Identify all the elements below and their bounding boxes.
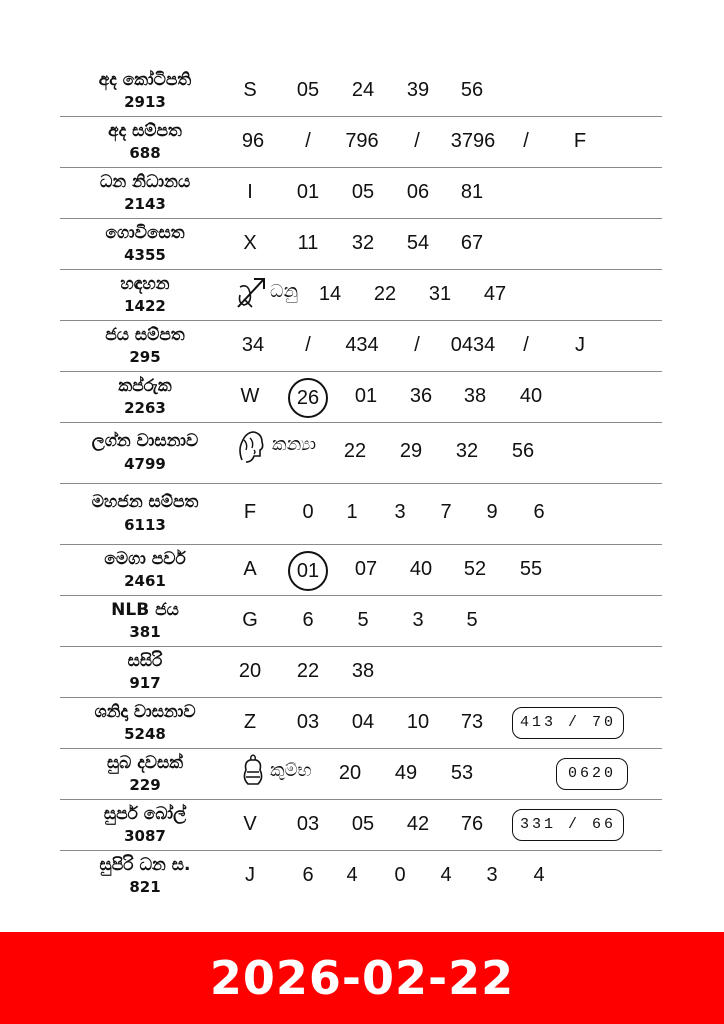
lottery-name: කප්රුක	[118, 376, 172, 396]
draw-number: 1422	[124, 297, 166, 315]
result-value: 04	[351, 711, 375, 733]
draw-number: 4799	[124, 455, 166, 473]
result-row	[60, 372, 662, 423]
result-value: 01	[296, 181, 320, 203]
result-value: 05	[296, 79, 320, 101]
result-row	[60, 66, 662, 117]
result-value: 36	[409, 385, 433, 407]
result-value: 39	[406, 79, 430, 101]
lottery-name: NLB ජය	[111, 600, 179, 620]
result-value: 03	[296, 813, 320, 835]
lottery-name: සුපර් බෝල්	[103, 804, 187, 824]
result-value: 7	[440, 501, 452, 523]
result-value: 47	[483, 283, 507, 305]
result-value: 40	[409, 558, 433, 580]
draw-number: 3087	[124, 827, 166, 845]
result-row	[60, 219, 662, 270]
result-value: 03	[296, 711, 320, 733]
result-value: 0434	[450, 334, 496, 356]
result-value: A	[243, 558, 257, 580]
lottery-name: හඳහන	[120, 274, 170, 294]
sagittarius-icon	[234, 273, 270, 317]
lottery-name: මෙගා පවර්	[104, 549, 186, 569]
zodiac-sign: කුම්භ	[270, 760, 312, 781]
result-value: F	[243, 501, 257, 523]
draw-number: 381	[129, 623, 161, 641]
result-value: 3	[412, 609, 424, 631]
zodiac-sign: ධනු	[270, 281, 298, 302]
result-value: 34	[241, 334, 265, 356]
result-value: 5	[466, 609, 478, 631]
result-value: 5	[357, 609, 369, 631]
result-value: 10	[406, 711, 430, 733]
draw-number: 295	[129, 348, 161, 366]
result-value: 4	[440, 864, 452, 886]
result-row	[60, 423, 662, 484]
result-value: 20	[238, 660, 262, 682]
results-table	[60, 66, 662, 902]
result-value: 67	[460, 232, 484, 254]
draw-number: 2263	[124, 399, 166, 417]
result-value: 07	[354, 558, 378, 580]
result-value: 55	[519, 558, 543, 580]
separator: /	[305, 130, 311, 152]
draw-number: 821	[129, 878, 161, 896]
lottery-name: මහජන සම්පත	[91, 492, 199, 512]
result-value: 06	[406, 181, 430, 203]
result-value: 3	[486, 864, 498, 886]
result-value: 32	[455, 440, 479, 462]
lottery-name: ගොවිසෙත	[105, 223, 185, 243]
result-row	[60, 647, 662, 698]
separator: /	[414, 334, 420, 356]
separator: /	[414, 130, 420, 152]
result-value: X	[243, 232, 257, 254]
result-value: G	[242, 609, 258, 631]
result-value: 9	[486, 501, 498, 523]
result-row	[60, 749, 662, 800]
lottery-name: ධන නිධානය	[99, 172, 191, 192]
separator: /	[305, 334, 311, 356]
result-value: 32	[351, 232, 375, 254]
result-value: 1	[346, 501, 358, 523]
lottery-name: සසිරි	[127, 651, 163, 671]
result-value: 52	[463, 558, 487, 580]
draw-number: 2461	[124, 572, 166, 590]
result-value: 434	[345, 334, 379, 356]
result-value: 3796	[450, 130, 496, 152]
result-value: 6	[302, 864, 314, 886]
lottery-name: ලග්න වාසනාව	[91, 431, 199, 451]
bonus-box: 331 / 66	[512, 809, 624, 841]
circled-number: 26	[288, 378, 328, 418]
result-value: J	[575, 334, 585, 356]
lottery-name: ශනිදා වාසනාව	[94, 702, 196, 722]
draw-number: 5248	[124, 725, 166, 743]
result-value: 38	[351, 660, 375, 682]
draw-number: 229	[129, 776, 161, 794]
draw-number: 2143	[124, 195, 166, 213]
draw-date: 2026-02-22	[209, 951, 515, 1005]
result-value: 05	[351, 813, 375, 835]
lottery-name: අද සම්පත	[108, 121, 182, 141]
result-row	[60, 484, 662, 545]
separator: /	[523, 130, 529, 152]
lottery-name: අද කෝටිපති	[98, 70, 192, 90]
bonus-box: 413 / 70	[512, 707, 624, 739]
result-row	[60, 168, 662, 219]
result-value: 42	[406, 813, 430, 835]
result-value: 4	[533, 864, 545, 886]
result-value: 11	[297, 232, 319, 254]
result-value: 38	[463, 385, 487, 407]
draw-number: 6113	[124, 516, 166, 534]
result-row	[60, 698, 662, 749]
bonus-box: 0620	[556, 758, 628, 790]
draw-number: 688	[129, 144, 161, 162]
draw-number: 4355	[124, 246, 166, 264]
result-value: Z	[243, 711, 257, 733]
result-value: 40	[519, 385, 543, 407]
result-value: I	[247, 181, 253, 203]
result-value: 24	[351, 79, 375, 101]
aquarius-icon	[238, 752, 268, 796]
result-value: 56	[511, 440, 535, 462]
result-value: 3	[394, 501, 406, 523]
result-value: 73	[460, 711, 484, 733]
result-value: 81	[460, 181, 484, 203]
result-value: J	[245, 864, 255, 886]
result-value: 22	[343, 440, 367, 462]
result-value: 0	[302, 501, 314, 523]
result-value: 05	[351, 181, 375, 203]
result-value: S	[243, 79, 257, 101]
draw-number: 917	[129, 674, 161, 692]
result-value: 01	[354, 385, 378, 407]
result-value: 56	[460, 79, 484, 101]
separator: /	[523, 334, 529, 356]
date-banner	[0, 932, 724, 1024]
result-value: 22	[373, 283, 397, 305]
result-value: 20	[338, 762, 362, 784]
result-value: W	[240, 385, 260, 407]
result-value: 29	[399, 440, 423, 462]
result-row	[60, 545, 662, 596]
result-value: 0	[394, 864, 406, 886]
result-row	[60, 321, 662, 372]
result-value: 49	[394, 762, 418, 784]
lottery-name: සුබ දවසක්	[106, 753, 184, 773]
draw-number: 2913	[124, 93, 166, 111]
result-value: 6	[302, 609, 314, 631]
result-value: 53	[450, 762, 474, 784]
result-value: 14	[318, 283, 342, 305]
circled-number: 01	[288, 551, 328, 591]
result-value: 31	[428, 283, 452, 305]
result-value: 96	[241, 130, 265, 152]
lottery-name: ජය සම්පත	[105, 325, 185, 345]
result-value: F	[573, 130, 587, 152]
result-value: 4	[346, 864, 358, 886]
lottery-name: සුපිරි ධන ස.	[99, 855, 191, 875]
result-value: V	[243, 813, 257, 835]
result-row	[60, 800, 662, 851]
result-row	[60, 270, 662, 321]
result-value: 796	[345, 130, 379, 152]
result-value: 76	[460, 813, 484, 835]
result-row	[60, 851, 662, 902]
result-row	[60, 596, 662, 647]
result-value: 54	[406, 232, 430, 254]
virgo-icon	[234, 426, 268, 470]
result-value: 6	[533, 501, 545, 523]
zodiac-sign: කන්‍යා	[272, 434, 317, 455]
result-value: 22	[296, 660, 320, 682]
result-row	[60, 117, 662, 168]
